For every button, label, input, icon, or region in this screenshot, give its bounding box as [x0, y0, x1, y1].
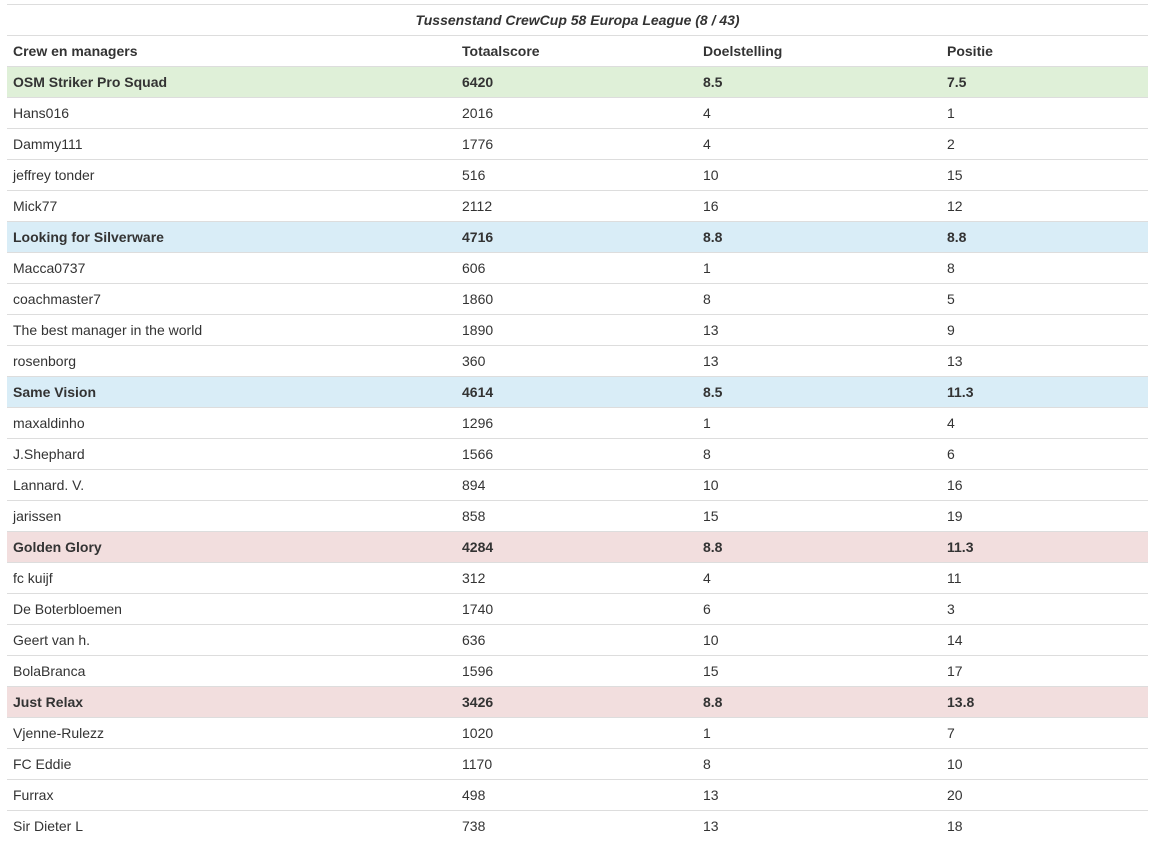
- manager-position-cell: 14: [941, 625, 1148, 656]
- manager-position-cell: 13: [941, 346, 1148, 377]
- crew-position-cell: 11.3: [941, 532, 1148, 563]
- manager-goal-cell: 13: [697, 780, 941, 811]
- manager-position-cell: 10: [941, 749, 1148, 780]
- manager-total-score-cell: 360: [456, 346, 697, 377]
- manager-name-cell: maxaldinho: [7, 408, 456, 439]
- manager-row: [7, 470, 1148, 501]
- manager-total-score-cell: 606: [456, 253, 697, 284]
- manager-total-score-cell: 312: [456, 563, 697, 594]
- manager-total-score-cell: 858: [456, 501, 697, 532]
- manager-goal-cell: 10: [697, 625, 941, 656]
- manager-goal-cell: 13: [697, 811, 941, 842]
- manager-row: [7, 780, 1148, 811]
- crew-row: [7, 687, 1148, 718]
- manager-position-cell: 7: [941, 718, 1148, 749]
- manager-total-score-cell: 1596: [456, 656, 697, 687]
- manager-name-cell: Lannard. V.: [7, 470, 456, 501]
- crew-goal-cell: 8.5: [697, 67, 941, 98]
- manager-row: [7, 98, 1148, 129]
- manager-name-cell: Furrax: [7, 780, 456, 811]
- manager-total-score-cell: 2016: [456, 98, 697, 129]
- manager-goal-cell: 8: [697, 749, 941, 780]
- crew-goal-cell: 8.8: [697, 222, 941, 253]
- manager-goal-cell: 10: [697, 160, 941, 191]
- crew-position-cell: 11.3: [941, 377, 1148, 408]
- manager-name-cell: De Boterbloemen: [7, 594, 456, 625]
- manager-row: [7, 191, 1148, 222]
- crew-goal-cell: 8.8: [697, 532, 941, 563]
- manager-position-cell: 19: [941, 501, 1148, 532]
- manager-position-cell: 6: [941, 439, 1148, 470]
- manager-goal-cell: 4: [697, 129, 941, 160]
- crew-name-cell: Golden Glory: [7, 532, 456, 563]
- manager-total-score-cell: 498: [456, 780, 697, 811]
- manager-name-cell: fc kuijf: [7, 563, 456, 594]
- crew-goal-cell: 8.8: [697, 687, 941, 718]
- standings-table-container: [7, 4, 1148, 841]
- manager-goal-cell: 1: [697, 408, 941, 439]
- crew-position-cell: 13.8: [941, 687, 1148, 718]
- manager-row: [7, 563, 1148, 594]
- crew-total-score-cell: 4614: [456, 377, 697, 408]
- manager-total-score-cell: 1776: [456, 129, 697, 160]
- manager-position-cell: 18: [941, 811, 1148, 842]
- manager-position-cell: 2: [941, 129, 1148, 160]
- crew-row: [7, 67, 1148, 98]
- crew-total-score-cell: 4716: [456, 222, 697, 253]
- crew-total-score-cell: 3426: [456, 687, 697, 718]
- manager-name-cell: Geert van h.: [7, 625, 456, 656]
- manager-row: [7, 501, 1148, 532]
- manager-row: [7, 625, 1148, 656]
- header-position: Positie: [941, 36, 1148, 67]
- manager-name-cell: Sir Dieter L: [7, 811, 456, 842]
- manager-position-cell: 4: [941, 408, 1148, 439]
- manager-row: [7, 749, 1148, 780]
- crew-position-cell: 7.5: [941, 67, 1148, 98]
- crew-total-score-cell: 6420: [456, 67, 697, 98]
- manager-name-cell: coachmaster7: [7, 284, 456, 315]
- manager-name-cell: The best manager in the world: [7, 315, 456, 346]
- manager-position-cell: 17: [941, 656, 1148, 687]
- table-body: [7, 67, 1148, 842]
- manager-name-cell: Vjenne-Rulezz: [7, 718, 456, 749]
- manager-total-score-cell: 1566: [456, 439, 697, 470]
- manager-name-cell: FC Eddie: [7, 749, 456, 780]
- header-goal: Doelstelling: [697, 36, 941, 67]
- manager-goal-cell: 15: [697, 656, 941, 687]
- manager-name-cell: jeffrey tonder: [7, 160, 456, 191]
- manager-position-cell: 3: [941, 594, 1148, 625]
- crew-name-cell: OSM Striker Pro Squad: [7, 67, 456, 98]
- manager-name-cell: BolaBranca: [7, 656, 456, 687]
- crew-row: [7, 222, 1148, 253]
- crew-position-cell: 8.8: [941, 222, 1148, 253]
- manager-total-score-cell: 516: [456, 160, 697, 191]
- manager-total-score-cell: 1890: [456, 315, 697, 346]
- manager-row: [7, 594, 1148, 625]
- crew-goal-cell: 8.5: [697, 377, 941, 408]
- manager-total-score-cell: 1170: [456, 749, 697, 780]
- manager-total-score-cell: 894: [456, 470, 697, 501]
- manager-name-cell: rosenborg: [7, 346, 456, 377]
- header-crew-managers: Crew en managers: [7, 36, 456, 67]
- manager-row: [7, 439, 1148, 470]
- table-header-row: [7, 36, 1148, 67]
- manager-row: [7, 811, 1148, 842]
- manager-goal-cell: 16: [697, 191, 941, 222]
- crew-row: [7, 377, 1148, 408]
- manager-total-score-cell: 1740: [456, 594, 697, 625]
- manager-position-cell: 8: [941, 253, 1148, 284]
- manager-row: [7, 129, 1148, 160]
- manager-position-cell: 5: [941, 284, 1148, 315]
- manager-goal-cell: 6: [697, 594, 941, 625]
- manager-goal-cell: 1: [697, 718, 941, 749]
- table-caption: Tussenstand CrewCup 58 Europa League (8 / 43): [7, 5, 1148, 36]
- table-caption-row: [7, 5, 1148, 36]
- manager-total-score-cell: 2112: [456, 191, 697, 222]
- manager-goal-cell: 4: [697, 98, 941, 129]
- manager-position-cell: 20: [941, 780, 1148, 811]
- header-total-score: Totaalscore: [456, 36, 697, 67]
- manager-total-score-cell: 738: [456, 811, 697, 842]
- manager-goal-cell: 10: [697, 470, 941, 501]
- manager-total-score-cell: 1020: [456, 718, 697, 749]
- manager-goal-cell: 13: [697, 315, 941, 346]
- manager-position-cell: 16: [941, 470, 1148, 501]
- standings-table: [7, 4, 1148, 841]
- crew-row: [7, 532, 1148, 563]
- manager-name-cell: Dammy111: [7, 129, 456, 160]
- manager-row: [7, 718, 1148, 749]
- manager-row: [7, 160, 1148, 191]
- manager-name-cell: jarissen: [7, 501, 456, 532]
- manager-row: [7, 408, 1148, 439]
- manager-goal-cell: 15: [697, 501, 941, 532]
- manager-row: [7, 284, 1148, 315]
- manager-goal-cell: 8: [697, 439, 941, 470]
- manager-row: [7, 315, 1148, 346]
- manager-name-cell: Macca0737: [7, 253, 456, 284]
- manager-total-score-cell: 1296: [456, 408, 697, 439]
- manager-position-cell: 15: [941, 160, 1148, 191]
- manager-position-cell: 9: [941, 315, 1148, 346]
- manager-row: [7, 346, 1148, 377]
- manager-goal-cell: 4: [697, 563, 941, 594]
- manager-position-cell: 12: [941, 191, 1148, 222]
- manager-name-cell: Hans016: [7, 98, 456, 129]
- crew-total-score-cell: 4284: [456, 532, 697, 563]
- manager-name-cell: Mick77: [7, 191, 456, 222]
- crew-name-cell: Same Vision: [7, 377, 456, 408]
- crew-name-cell: Looking for Silverware: [7, 222, 456, 253]
- manager-goal-cell: 13: [697, 346, 941, 377]
- manager-goal-cell: 1: [697, 253, 941, 284]
- manager-total-score-cell: 1860: [456, 284, 697, 315]
- manager-name-cell: J.Shephard: [7, 439, 456, 470]
- manager-position-cell: 11: [941, 563, 1148, 594]
- manager-row: [7, 656, 1148, 687]
- manager-total-score-cell: 636: [456, 625, 697, 656]
- manager-position-cell: 1: [941, 98, 1148, 129]
- manager-row: [7, 253, 1148, 284]
- crew-name-cell: Just Relax: [7, 687, 456, 718]
- manager-goal-cell: 8: [697, 284, 941, 315]
